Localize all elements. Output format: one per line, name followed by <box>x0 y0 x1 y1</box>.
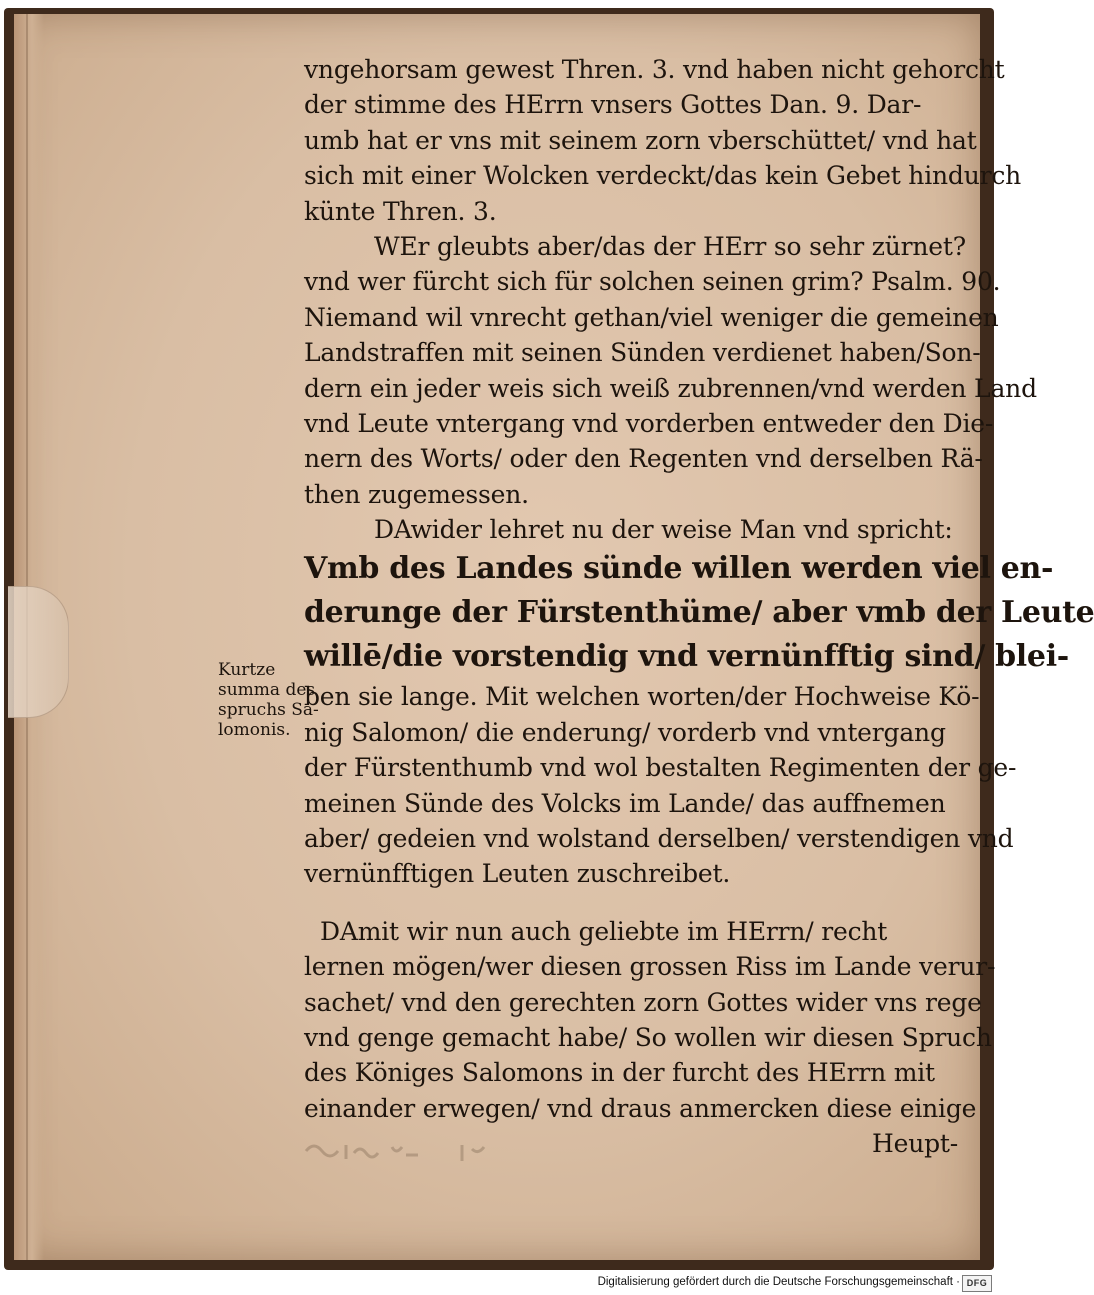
text-line: meinen Sünde des Volcks im Lande/ das auffnemen <box>304 788 946 818</box>
paragraph-gap <box>304 892 958 914</box>
quote-line: willē/die vorstendig vnd vernünfftig sind/ blei- <box>304 639 1069 675</box>
text-line: der Fürstenthumb vnd wol bestalten Regimenten der ge- <box>304 753 1017 783</box>
text-line: des Königes Salomons in der furcht des HErrn mit <box>304 1058 935 1088</box>
text-line: sich mit einer Wolcken verdeckt/das kein Gebet hindurch <box>304 161 1022 191</box>
footer-bar <box>0 1272 1000 1295</box>
margin-note-line: lomonis. <box>218 720 291 740</box>
text-line: WEr gleubts aber/das der HErr so sehr zürnet? <box>374 231 966 261</box>
text-line: künte Thren. 3. <box>304 196 497 226</box>
quote-line: Vmb des Landes sünde willen werden viel en- <box>304 551 1054 587</box>
text-line: lernen mögen/wer diesen grossen Riss im Lande verur- <box>304 952 996 982</box>
margin-note-line: Kurtze <box>218 660 276 680</box>
text-line: vnd Leute vntergang vnd vorderben entweder den Die- <box>304 408 994 438</box>
page-clip-tab <box>8 586 69 718</box>
bleed-through-marks <box>302 1133 532 1165</box>
dfg-logo-icon: DFG <box>962 1275 992 1292</box>
text-line: vnd genge gemacht habe/ So wollen wir diesen Spruch <box>304 1022 992 1052</box>
funding-credit: Digitalisierung gefördert durch die Deutsche Forschungsgemeinschaft · <box>597 1276 960 1288</box>
quote-line: derunge der Fürstenthüme/ aber vmb der Leute <box>304 595 1094 631</box>
bleed-through-text <box>302 1133 532 1171</box>
text-line: vernünfftigen Leuten zuschreibet. <box>304 859 731 889</box>
margin-note-line: summa des <box>218 680 316 700</box>
text-line: Niemand wil vnrecht gethan/viel weniger die gemeinen <box>304 302 999 332</box>
margin-note <box>218 660 328 740</box>
text-line: sachet/ vnd den gerechten zorn Gottes wider vns rege <box>304 987 982 1017</box>
text-line: then zugemessen. <box>304 479 529 509</box>
text-line: dern ein jeder weis sich weiß zubrennen/vnd werden Land <box>304 373 1037 403</box>
text-line: ben sie lange. Mit welchen worten/der Hochweise Kö- <box>304 682 980 712</box>
catchword: Heupt- <box>872 1129 958 1159</box>
text-line: aber/ gedeien vnd wolstand derselben/ verstendigen vnd <box>304 824 1014 854</box>
text-line: nern des Worts/ oder den Regenten vnd derselben Rä- <box>304 444 983 474</box>
text-line: der stimme des HErrn vnsers Gottes Dan. 9. Dar- <box>304 90 922 120</box>
text-line: umb hat er vns mit seinem zorn vberschüttet/ vnd hat <box>304 125 977 155</box>
text-line: DAmit wir nun auch geliebte im HErrn/ recht <box>320 916 888 946</box>
text-line: vngehorsam gewest Thren. 3. vnd haben nicht gehorcht <box>304 55 1005 84</box>
margin-note-line: spruchs Sa- <box>218 700 319 720</box>
text-line: Landstraffen mit seinen Sünden verdienet haben/Son- <box>304 338 981 368</box>
text-line: einander erwegen/ vnd draus anmercken diese einige <box>304 1093 977 1123</box>
text-line: nig Salomon/ die enderung/ vorderb vnd vntergang <box>304 717 946 747</box>
text-line: vnd wer fürcht sich für solchen seinen grim? Psalm. 90. <box>304 267 1001 297</box>
main-text-block <box>304 52 1094 1162</box>
text-line: DAwider lehret nu der weise Man vnd spricht: <box>374 515 953 545</box>
